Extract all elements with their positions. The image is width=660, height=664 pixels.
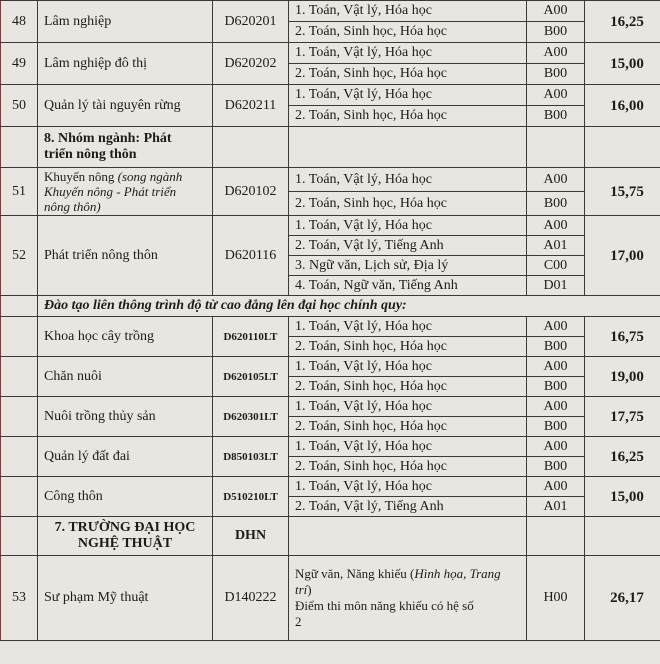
subject-combination: 4. Toán, Ngữ văn, Tiếng Anh [289, 276, 527, 296]
empty-cell [585, 127, 660, 168]
exam-group: D01 [527, 276, 585, 296]
cutoff-score: 17,75 [585, 397, 660, 437]
major-code: D620201 [213, 1, 289, 43]
major-name: Công thôn [38, 477, 213, 517]
row-number: 53 [1, 556, 38, 641]
major-name: Lâm nghiệp [38, 1, 213, 43]
cutoff-score: 16,25 [585, 437, 660, 477]
major-code: D140222 [213, 556, 289, 641]
row-number: 50 [1, 85, 38, 127]
table-row [1, 477, 660, 497]
major-note-1: (song ngành [114, 169, 183, 184]
table-row [1, 1, 660, 22]
section-7-title-line2: NGHỆ THUẬT [77, 536, 173, 551]
combo-text-c: trí [295, 582, 308, 597]
section-header-row [1, 517, 660, 556]
row-number: 52 [1, 216, 38, 296]
exam-group: A00 [527, 437, 585, 457]
subject-combination: 1. Toán, Vật lý, Hóa học [289, 477, 527, 497]
combo-text-b: Hình họa, Trang [414, 566, 501, 581]
table-row [1, 168, 660, 192]
exam-group: A00 [527, 1, 585, 22]
exam-group: A00 [527, 216, 585, 236]
major-code: D620202 [213, 43, 289, 85]
subject-combination: 1. Toán, Vật lý, Hóa học [289, 43, 527, 64]
exam-group: A00 [527, 357, 585, 377]
major-name: Quản lý tài nguyên rừng [38, 85, 213, 127]
combo-text-e: Điểm thi môn năng khiếu có hệ số [295, 598, 474, 613]
exam-group: C00 [527, 256, 585, 276]
major-code: D620116 [213, 216, 289, 296]
subject-combination: 1. Toán, Vật lý, Hóa học [289, 397, 527, 417]
row-number: 51 [1, 168, 38, 216]
major-note-2: Khuyến nông - Phát triển [44, 184, 177, 199]
table-row [1, 437, 660, 457]
major-name-text: Khuyến nông [44, 169, 115, 184]
combo-text-f: 2 [295, 614, 302, 629]
empty-cell [585, 517, 660, 556]
subject-combination: 1. Toán, Vật lý, Hóa học [289, 216, 527, 236]
exam-group: A00 [527, 43, 585, 64]
exam-group: B00 [527, 457, 585, 477]
subject-combination: 2. Toán, Sinh học, Hóa học [289, 337, 527, 357]
school-code: DHN [213, 517, 289, 556]
section-8-title-line1: 8. Nhóm ngành: Phát [44, 131, 172, 146]
exam-group: B00 [527, 337, 585, 357]
cutoff-score: 19,00 [585, 357, 660, 397]
empty-cell [527, 127, 585, 168]
section-8-title [38, 127, 213, 168]
cutoff-score: 15,00 [585, 477, 660, 517]
empty-cell [213, 127, 289, 168]
subject-combination: 2. Toán, Sinh học, Hóa học [289, 417, 527, 437]
empty-cell [1, 437, 38, 477]
major-code: D510210LT [213, 477, 289, 517]
subject-combination: 2. Toán, Sinh học, Hóa học [289, 377, 527, 397]
cutoff-score: 16,75 [585, 317, 660, 357]
section-8-title-line2: triển nông thôn [44, 147, 137, 162]
lienthong-section-title: Đào tạo liên thông trình độ từ cao đẳng lên đại học chính quy: [38, 296, 660, 317]
subject-combination: 1. Toán, Vật lý, Hóa học [289, 437, 527, 457]
subject-combination: 2. Toán, Sinh học, Hóa học [289, 106, 527, 127]
major-code: D850103LT [213, 437, 289, 477]
table-row [1, 85, 660, 106]
major-name: Phát triển nông thôn [38, 216, 213, 296]
exam-group: A00 [527, 317, 585, 337]
exam-group: B00 [527, 22, 585, 43]
major-code: D620102 [213, 168, 289, 216]
cutoff-score: 26,17 [585, 556, 660, 641]
section-7-title-line1: 7. TRƯỜNG ĐẠI HỌC [54, 520, 196, 535]
empty-cell [1, 477, 38, 517]
major-name: Sư phạm Mỹ thuật [38, 556, 213, 641]
table-row [1, 397, 660, 417]
subject-combination: 1. Toán, Vật lý, Hóa học [289, 168, 527, 192]
empty-cell [1, 517, 38, 556]
major-note-3: nông thôn) [44, 199, 101, 214]
section-header-row [1, 127, 660, 168]
table-row [1, 556, 660, 641]
subject-combination: 2. Toán, Sinh học, Hóa học [289, 22, 527, 43]
major-name: Khoa học cây trồng [38, 317, 213, 357]
cutoff-score: 15,00 [585, 43, 660, 85]
row-number: 48 [1, 1, 38, 43]
exam-group: A00 [527, 168, 585, 192]
exam-group: B00 [527, 192, 585, 216]
subject-combination: 1. Toán, Vật lý, Hóa học [289, 85, 527, 106]
subject-combination: 2. Toán, Vật lý, Tiếng Anh [289, 497, 527, 517]
empty-cell [289, 517, 527, 556]
table-row [1, 317, 660, 337]
exam-group: H00 [527, 556, 585, 641]
exam-group: B00 [527, 377, 585, 397]
subject-combination: 1. Toán, Vật lý, Hóa học [289, 317, 527, 337]
cutoff-score: 17,00 [585, 216, 660, 296]
section-7-title [38, 517, 213, 556]
section-header-row [1, 296, 660, 317]
cutoff-score: 15,75 [585, 168, 660, 216]
major-name: Nuôi trồng thủy sản [38, 397, 213, 437]
combo-text-d: ) [307, 582, 312, 597]
subject-combination: 1. Toán, Vật lý, Hóa học [289, 1, 527, 22]
subject-combination: 2. Toán, Sinh học, Hóa học [289, 192, 527, 216]
exam-group: A00 [527, 477, 585, 497]
exam-group: A01 [527, 497, 585, 517]
major-code: D620110LT [213, 317, 289, 357]
major-name: Chăn nuôi [38, 357, 213, 397]
empty-cell [1, 127, 38, 168]
table-row [1, 216, 660, 236]
major-code: D620211 [213, 85, 289, 127]
table-row [1, 357, 660, 377]
major-code: D620301LT [213, 397, 289, 437]
cutoff-score: 16,25 [585, 1, 660, 43]
empty-cell [289, 127, 527, 168]
major-code: D620105LT [213, 357, 289, 397]
exam-group: B00 [527, 417, 585, 437]
empty-cell [1, 397, 38, 437]
major-name [38, 168, 213, 216]
major-name: Quản lý đất đai [38, 437, 213, 477]
subject-combination: 1. Toán, Vật lý, Hóa học [289, 357, 527, 377]
exam-group: A00 [527, 85, 585, 106]
exam-group: A01 [527, 236, 585, 256]
exam-group: A00 [527, 397, 585, 417]
subject-combination: 2. Toán, Sinh học, Hóa học [289, 457, 527, 477]
exam-group: B00 [527, 64, 585, 85]
exam-group: B00 [527, 106, 585, 127]
empty-cell [1, 357, 38, 397]
empty-cell [1, 317, 38, 357]
empty-cell [527, 517, 585, 556]
combo-text-a: Ngữ văn, Năng khiếu ( [295, 566, 415, 581]
subject-combination: 3. Ngữ văn, Lịch sử, Địa lý [289, 256, 527, 276]
row-number: 49 [1, 43, 38, 85]
major-name: Lâm nghiệp đô thị [38, 43, 213, 85]
subject-combination: 2. Toán, Vật lý, Tiếng Anh [289, 236, 527, 256]
table-row [1, 43, 660, 64]
cutoff-score: 16,00 [585, 85, 660, 127]
subject-combination: 2. Toán, Sinh học, Hóa học [289, 64, 527, 85]
empty-cell [1, 296, 38, 317]
subject-combination [289, 556, 527, 641]
